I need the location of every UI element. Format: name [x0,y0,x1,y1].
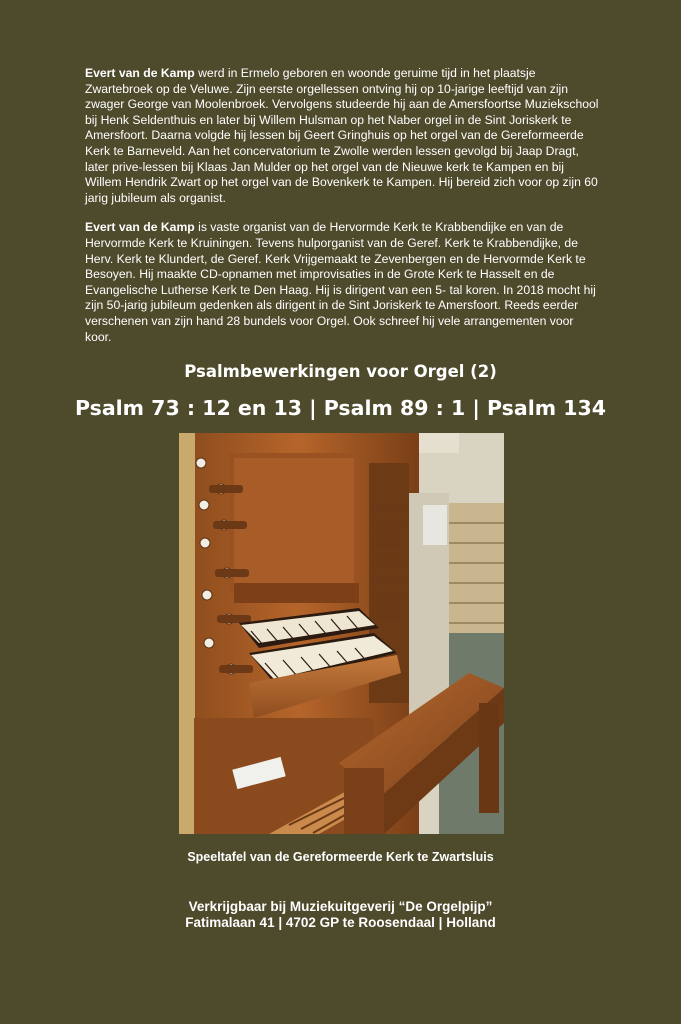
publisher-info [0,899,681,931]
bio-paragraph-1 [85,66,600,206]
bio-text-1: werd in Ermelo geboren en woonde geruime tijd in het plaatsje Zwartebroek op de Veluwe. Zijn eerste orgellessen ontving hij op 10-jarige leeftijd van zijn zwager George van Moolenbroek. Vervolgens studeerde hij aan de Amersfoortse Muziekschool bij Henk Seldenthuis en later bij Willem Hulsman op het Naber orgel in de Sint Joriskerk te Amersfoort. Daarna volgde hij lessen bij Geert Gringhuis op het orgel van de Gereformeerde Kerk te Barneveld. Aan het concervatorium te Zwolle werden lessen gevolgd bij Jaap Dragt, later prive-lessen bij Klaas Jan Mulder op het orgel van de Nieuwe kerk te Kampen en bij Willem Hendrik Zwart op het orgel van de Bovenkerk te Kampen. Hij bereid zich voor op zijn 60 jarig jubileum als organist. [85,66,599,205]
organ-console-photo [179,433,504,834]
photo-caption: Speeltafel van de Gereformeerde Kerk te Zwartsluis [187,850,494,864]
biography [85,66,600,359]
series-subtitle: Psalmbewerkingen voor Orgel (2) [184,362,497,381]
author-name: Evert van de Kamp [85,66,195,80]
publisher-line-1: Verkrijgbaar bij Muziekuitgeverij “De Orgelpijp” [188,899,493,914]
book-title: Psalm 73 : 12 en 13 | Psalm 89 : 1 | Psalm 134 [74,396,607,420]
author-name: Evert van de Kamp [85,220,195,235]
organ-illustration [179,433,504,834]
publisher-address: Fatimalaan 41 | 4702 GP te Roosendaal | Holland [185,915,496,930]
bio-paragraph-2 [85,220,600,345]
bio-text-2: is vaste organist van de Hervormde Kerk te Krabbendijke en van de Hervormde Kerk te Kruiningen. Tevens hulporganist van de Geref. Kerk te Krabbendijke, de Herv. Kerk te Klundert, de Geref. Kerk Vrijgemaakt te Zevenbergen en de Hervormde Kerk te Besoyen. Hij maakte CD-opnamen met improvisaties in de Grote Kerk te Hasselt en de Evangelische Lutherse Kerk te Den Haag. Hij is dirigent van een 5- tal koren. In 2018 mocht hij zijn 50-jarig jubileum gedenken als dirigent in de Sint Joriskerk te Amersfoort. Reeds eerder verschenen van zijn hand 28 bundels voor Orgel. Ook schreef hij vele arrangementen voor koor. [85,220,596,344]
